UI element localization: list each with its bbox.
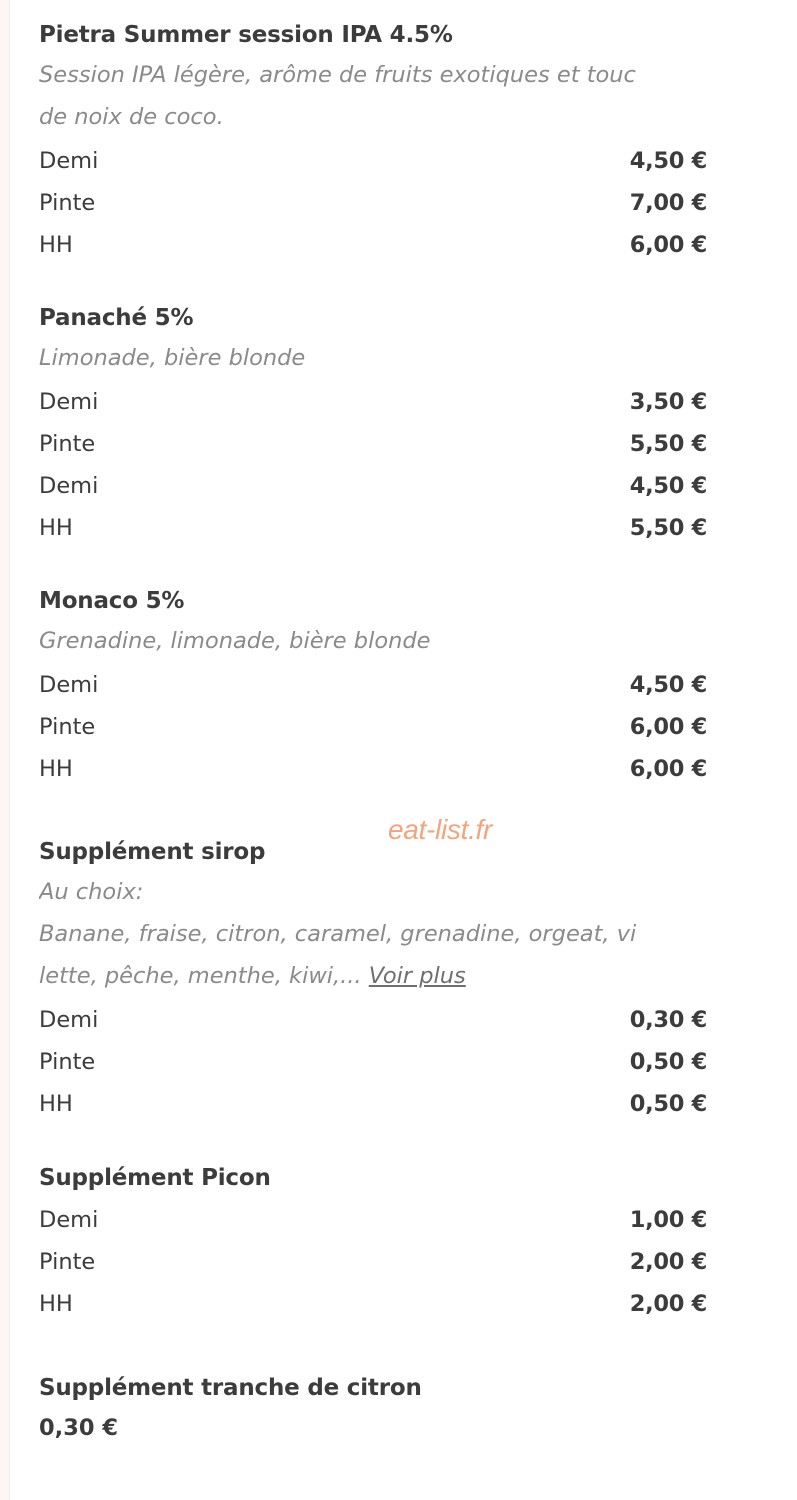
price-row <box>39 381 707 423</box>
price-value: 7,00 € <box>629 190 707 216</box>
price-value: 5,50 € <box>629 431 707 457</box>
size-label: HH <box>39 515 73 541</box>
price-value: 5,50 € <box>629 515 707 541</box>
menu-section-monaco <box>39 549 707 790</box>
size-label: HH <box>39 232 73 258</box>
size-label: Pinte <box>39 1249 96 1275</box>
size-label: Demi <box>39 1207 99 1233</box>
section-title: Panaché 5% <box>39 305 194 331</box>
price-row <box>39 1199 707 1241</box>
price-row <box>39 465 707 507</box>
section-description-line <box>39 955 719 997</box>
section-description-line: Banane, fraise, citron, caramel, grenadine, orgeat, vi <box>39 921 637 947</box>
size-label: HH <box>39 756 73 782</box>
price-value: 0,50 € <box>629 1091 707 1117</box>
price-row <box>39 507 707 549</box>
size-label: Demi <box>39 672 99 698</box>
section-title: Pietra Summer session IPA 4.5% <box>39 22 453 48</box>
menu-section-picon <box>39 1125 707 1325</box>
section-description-line: Session IPA légère, arôme de fruits exotiques et touc <box>39 62 636 88</box>
price-value: 1,00 € <box>629 1207 707 1233</box>
size-label: Pinte <box>39 1049 96 1075</box>
price-row <box>39 224 707 266</box>
size-label: Pinte <box>39 190 96 216</box>
section-description-text: lette, pêche, menthe, kiwi,... <box>39 963 362 989</box>
menu-section-pietra <box>39 0 707 266</box>
price-row <box>39 1283 707 1325</box>
price-row <box>39 706 707 748</box>
price-row <box>39 1083 707 1125</box>
drinks-menu <box>39 0 707 1441</box>
price-value: 0,50 € <box>629 1049 707 1075</box>
section-title: Supplément sirop <box>39 839 266 865</box>
price-row <box>39 1041 707 1083</box>
size-label: Demi <box>39 473 99 499</box>
section-description-line: Au choix: <box>39 879 144 905</box>
price-value: 2,00 € <box>629 1291 707 1317</box>
section-description-line: de noix de coco. <box>39 104 224 130</box>
price-value: 6,00 € <box>629 232 707 258</box>
price-row <box>39 999 707 1041</box>
price-value: 4,50 € <box>629 148 707 174</box>
price-value: 0,30 € <box>629 1007 707 1033</box>
price-value: 4,50 € <box>629 473 707 499</box>
section-description-line: Grenadine, limonade, bière blonde <box>39 628 431 654</box>
price-row <box>39 423 707 465</box>
section-title: Monaco 5% <box>39 588 185 614</box>
price-row <box>39 664 707 706</box>
price-value: 2,00 € <box>629 1249 707 1275</box>
price-row <box>39 140 707 182</box>
see-more-link[interactable]: Voir plus <box>368 963 466 989</box>
price-row <box>39 748 707 790</box>
price-value: 3,50 € <box>629 389 707 415</box>
size-label: HH <box>39 1091 73 1117</box>
menu-section-citron <box>39 1325 707 1441</box>
price-value: 6,00 € <box>629 756 707 782</box>
price-row <box>39 182 707 224</box>
watermark-text: eat-list.fr <box>388 814 493 845</box>
left-edge-strip <box>0 0 10 1500</box>
price-value: 6,00 € <box>629 714 707 740</box>
section-title: Supplément tranche de citron <box>39 1375 422 1401</box>
menu-section-sirop <box>39 790 707 1125</box>
size-label: Pinte <box>39 714 96 740</box>
size-label: Demi <box>39 1007 99 1033</box>
price-row <box>39 1241 707 1283</box>
size-label: Pinte <box>39 431 96 457</box>
size-label: Demi <box>39 389 99 415</box>
size-label: HH <box>39 1291 73 1317</box>
price-value: 0,30 € <box>39 1415 119 1441</box>
price-value: 4,50 € <box>629 672 707 698</box>
section-title: Supplément Picon <box>39 1165 271 1191</box>
menu-section-panache <box>39 266 707 549</box>
section-description-line: Limonade, bière blonde <box>39 345 306 371</box>
size-label: Demi <box>39 148 99 174</box>
